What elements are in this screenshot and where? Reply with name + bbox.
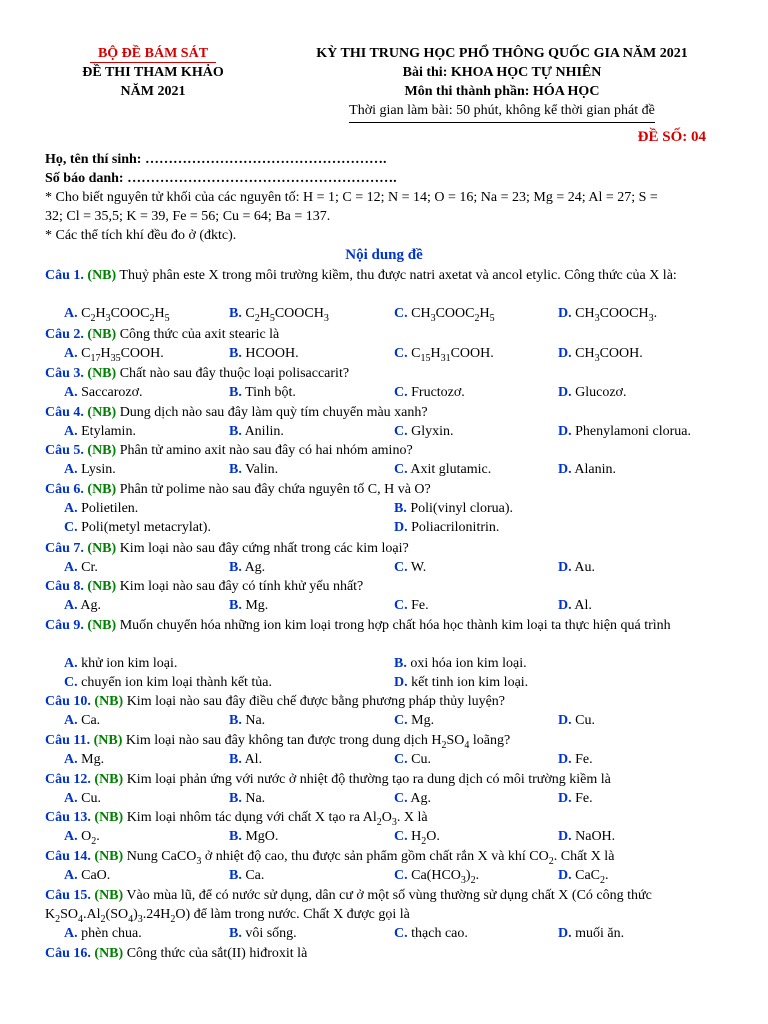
answer-option[interactable] xyxy=(394,460,491,479)
sbd-label: Số báo danh: xyxy=(45,171,124,186)
answer-option[interactable] xyxy=(64,499,138,518)
answer-option[interactable] xyxy=(558,596,592,615)
option-letter: A. xyxy=(64,829,78,844)
option-text: Mg. xyxy=(241,598,269,613)
option-letter: C. xyxy=(394,926,408,941)
exam-component: Môn thi thành phần: HÓA HỌC xyxy=(404,84,600,99)
option-letter: A. xyxy=(64,385,78,400)
option-text: chuyển ion kim loại thành kết tủa. xyxy=(77,675,273,690)
option-letter: A. xyxy=(64,791,78,806)
exam-time: Thời gian làm bài: 50 phút, không kể thời gian phát đề xyxy=(349,101,655,123)
option-letter: A. xyxy=(64,713,78,728)
option-text: Lysin. xyxy=(77,462,116,477)
brand-title: BỘ ĐỀ BÁM SÁT xyxy=(90,46,216,63)
exam-subject: Bài thi: KHOA HỌC TỰ NHIÊN xyxy=(402,65,602,80)
gas-volume-note: * Các thể tích khí đều đo ở (đktc). xyxy=(45,228,237,243)
option-letter: C. xyxy=(394,424,408,439)
option-text: Al. xyxy=(241,752,263,767)
option-letter: D. xyxy=(394,520,408,535)
exam-code: ĐỀ SỐ: 04 xyxy=(637,129,706,145)
option-letter: C. xyxy=(394,346,408,361)
question-level: (NB) xyxy=(90,772,124,787)
option-text: Phenylamoni clorua. xyxy=(571,424,691,439)
question-stem xyxy=(45,692,725,711)
option-letter: D. xyxy=(558,346,572,361)
question-number: Câu 1. xyxy=(45,268,84,283)
answer-option[interactable] xyxy=(229,344,299,363)
option-letter: C. xyxy=(394,752,408,767)
exam-title: KỲ THI TRUNG HỌC PHỔ THÔNG QUỐC GIA NĂM 2021 xyxy=(316,46,688,61)
option-letter: B. xyxy=(229,713,242,728)
answer-option[interactable] xyxy=(394,383,465,402)
option-letter: B. xyxy=(229,385,242,400)
option-letter: C. xyxy=(394,560,408,575)
option-text: Poliacrilonitrin. xyxy=(407,520,500,535)
option-text: $CH_3COOC_2H_5$ xyxy=(407,306,495,324)
option-letter: C. xyxy=(394,385,408,400)
answer-option[interactable] xyxy=(64,304,170,323)
sbd-line xyxy=(45,169,725,188)
question-text: Vào mùa lũ, để có nước sử dụng, dân cư ở một số vùng thường sử dụng chất X (Có công thức $K_2SO_4.Al_2(SO_4)_3.24H_2O$) để làm trong nước. Chất X được gọi là xyxy=(45,888,652,925)
question-text: Nung CaCO$_3$ ở nhiệt độ cao, thu được sản phẩm gồm chất rắn X và khí $CO_2$. Chất X là xyxy=(123,849,615,867)
option-letter: D. xyxy=(394,675,408,690)
option-letter: D. xyxy=(558,926,572,941)
option-letter: C. xyxy=(64,675,78,690)
question-stem xyxy=(45,731,725,750)
question-text: Muốn chuyển hóa những ion kim loại trong hợp chất hóa học thành kim loại ta thực hiện quá trình xyxy=(116,618,671,633)
answer-option[interactable] xyxy=(394,654,527,673)
answer-option[interactable] xyxy=(64,654,177,673)
answer-option[interactable] xyxy=(394,304,495,323)
option-text: W. xyxy=(407,560,427,575)
option-letter: B. xyxy=(229,424,242,439)
option-text: MgO. xyxy=(241,829,279,844)
option-letter: B. xyxy=(229,829,242,844)
option-letter: D. xyxy=(558,424,572,439)
question-stem xyxy=(45,441,725,460)
option-letter: A. xyxy=(64,868,78,883)
answer-option[interactable] xyxy=(394,827,440,846)
exam-header xyxy=(282,44,722,123)
question-stem xyxy=(45,325,725,344)
question-number: Câu 12. xyxy=(45,772,91,787)
answer-option[interactable] xyxy=(64,924,142,943)
answer-option[interactable] xyxy=(558,866,609,885)
answer-option[interactable] xyxy=(64,422,136,441)
option-letter: B. xyxy=(229,598,242,613)
answer-option[interactable] xyxy=(229,750,262,769)
question-stem xyxy=(45,480,725,499)
option-text: Valin. xyxy=(241,462,279,477)
option-text: Saccarozơ. xyxy=(77,385,143,400)
option-text: kết tinh ion kim loại. xyxy=(407,675,529,690)
question-text: Kim loại nào sau đây điều chế được bằng phương pháp thủy luyện? xyxy=(123,694,506,709)
answer-option[interactable] xyxy=(558,924,624,943)
name-dots: ……………………………………………. xyxy=(141,152,387,167)
answer-option[interactable] xyxy=(558,422,691,441)
option-text: muối ăn. xyxy=(571,926,625,941)
answer-option[interactable] xyxy=(229,596,268,615)
content-title: Nội dung đề xyxy=(345,247,423,263)
answer-option[interactable] xyxy=(394,499,513,518)
answer-option[interactable] xyxy=(394,673,528,692)
answer-option[interactable] xyxy=(64,866,110,885)
option-letter: D. xyxy=(558,306,572,321)
answer-option[interactable] xyxy=(229,304,329,323)
option-text: oxi hóa ion kim loại. xyxy=(406,656,527,671)
question-level: (NB) xyxy=(83,443,117,458)
answer-option[interactable] xyxy=(558,460,616,479)
option-text: Poli(vinyl clorua). xyxy=(406,501,513,516)
question-level: (NB) xyxy=(90,888,124,903)
question-number: Câu 16. xyxy=(45,946,91,961)
option-text: $CH_3COOH$. xyxy=(571,346,643,364)
option-letter: C. xyxy=(394,462,408,477)
option-letter: B. xyxy=(229,346,242,361)
option-text: Glucozơ. xyxy=(571,385,627,400)
answer-option[interactable] xyxy=(64,596,101,615)
option-text: Ag. xyxy=(407,791,431,806)
answer-option[interactable] xyxy=(229,558,265,577)
option-letter: C. xyxy=(394,791,408,806)
option-text: Poli(metyl metacrylat). xyxy=(77,520,211,535)
option-text: Tinh bột. xyxy=(241,385,296,400)
option-text: Glyxin. xyxy=(407,424,454,439)
answer-option[interactable] xyxy=(558,711,595,730)
option-text: Etylamin. xyxy=(77,424,136,439)
option-text: $C_2H_3COOC_2H_5$ xyxy=(77,306,170,324)
question-stem xyxy=(45,847,725,866)
option-letter: B. xyxy=(229,462,242,477)
answer-option[interactable] xyxy=(394,789,431,808)
option-letter: A. xyxy=(64,462,78,477)
question-level: (NB) xyxy=(90,733,123,748)
option-letter: B. xyxy=(229,306,242,321)
answer-option[interactable] xyxy=(558,789,593,808)
atomic-mass-note-1: * Cho biết nguyên tử khối của các nguyên tố: H = 1; C = 12; N = 14; O = 16; Na = 23; Mg = 24; Al = 27; S = xyxy=(45,190,658,205)
option-text: Fructozơ. xyxy=(407,385,465,400)
option-letter: B. xyxy=(229,791,242,806)
option-letter: A. xyxy=(64,306,78,321)
atomic-mass-note-2: 32; Cl = 35,5; K = 39, Fe = 56; Cu = 64; Ba = 137. xyxy=(45,209,331,224)
option-text: $O_2$. xyxy=(77,829,100,847)
option-text: Mg. xyxy=(407,713,435,728)
option-letter: D. xyxy=(558,560,572,575)
name-line xyxy=(45,150,725,169)
question-text: Công thức của axit stearic là xyxy=(116,327,280,342)
question-number: Câu 8. xyxy=(45,579,84,594)
answer-option[interactable] xyxy=(64,827,100,846)
option-letter: A. xyxy=(64,346,78,361)
answer-option[interactable] xyxy=(229,789,265,808)
option-text: Cu. xyxy=(77,791,101,806)
question-stem xyxy=(45,616,725,635)
option-letter: C. xyxy=(64,520,78,535)
answer-option[interactable] xyxy=(64,460,116,479)
option-letter: C. xyxy=(394,306,408,321)
answer-option[interactable] xyxy=(229,383,296,402)
exam-type: ĐỀ THI THAM KHẢO xyxy=(82,65,224,80)
question-level: (NB) xyxy=(83,268,117,283)
answer-option[interactable] xyxy=(229,827,278,846)
answer-option[interactable] xyxy=(558,344,643,363)
option-text: Cu. xyxy=(571,713,595,728)
answer-option[interactable] xyxy=(394,866,479,885)
question-text: Kim loại nhôm tác dụng với chất X tạo ra $Al_2O_3$. X là xyxy=(123,810,428,828)
option-text: Au. xyxy=(571,560,595,575)
question-level: (NB) xyxy=(83,366,117,381)
answer-option[interactable] xyxy=(64,673,272,692)
answer-option[interactable] xyxy=(558,304,657,323)
option-letter: B. xyxy=(229,926,242,941)
name-label: Họ, tên thí sinh: xyxy=(45,152,142,167)
option-text: thạch cao. xyxy=(407,926,468,941)
answer-option[interactable] xyxy=(558,750,593,769)
option-text: $C_{15}H_{31}COOH$. xyxy=(407,346,494,364)
question-level: (NB) xyxy=(83,618,117,633)
option-text: Mg. xyxy=(77,752,105,767)
answer-option[interactable] xyxy=(229,924,297,943)
option-text: $Ca(HCO_3)_2$. xyxy=(407,868,480,886)
question-number: Câu 13. xyxy=(45,810,91,825)
question-stem xyxy=(45,770,725,789)
option-text: CaC$_2$. xyxy=(571,868,609,886)
question-number: Câu 14. xyxy=(45,849,91,864)
question-text: Chất nào sau đây thuộc loại polisaccarit? xyxy=(116,366,350,381)
answer-option[interactable] xyxy=(229,422,284,441)
question-stem xyxy=(45,808,725,827)
question-number: Câu 7. xyxy=(45,541,84,556)
question-level: (NB) xyxy=(83,482,117,497)
option-text: $C_{17}H_{35}COOH$. xyxy=(77,346,164,364)
question-level: (NB) xyxy=(90,694,124,709)
answer-option[interactable] xyxy=(229,460,278,479)
option-letter: B. xyxy=(229,560,242,575)
question-text: Kim loại nào sau đây cứng nhất trong các kim loại? xyxy=(116,541,409,556)
answer-option[interactable] xyxy=(229,866,264,885)
answer-option[interactable] xyxy=(64,518,211,537)
option-letter: B. xyxy=(394,501,407,516)
option-letter: D. xyxy=(558,791,572,806)
option-letter: A. xyxy=(64,424,78,439)
answer-option[interactable] xyxy=(558,558,595,577)
question-number: Câu 15. xyxy=(45,888,91,903)
question-stem xyxy=(45,364,725,383)
option-text: $C_2H_5COOCH_3$ xyxy=(241,306,329,324)
question-text: Dung dịch nào sau đây làm quỳ tím chuyển màu xanh? xyxy=(116,405,428,420)
option-letter: D. xyxy=(558,868,572,883)
publisher-block xyxy=(58,44,248,101)
answer-option[interactable] xyxy=(394,558,426,577)
option-letter: D. xyxy=(558,598,572,613)
option-text: Ca. xyxy=(241,868,265,883)
option-letter: D. xyxy=(558,752,572,767)
option-letter: D. xyxy=(558,713,572,728)
question-text: Phân tử polime nào sau đây chứa nguyên tố C, H và O? xyxy=(116,482,431,497)
question-stem xyxy=(45,539,725,558)
option-letter: A. xyxy=(64,598,78,613)
exam-year: NĂM 2021 xyxy=(120,84,186,99)
option-text: vôi sống. xyxy=(241,926,297,941)
option-text: Ag. xyxy=(77,598,101,613)
option-letter: D. xyxy=(558,462,572,477)
option-letter: C. xyxy=(394,829,408,844)
question-number: Câu 2. xyxy=(45,327,84,342)
option-text: khử ion kim loại. xyxy=(77,656,178,671)
option-letter: A. xyxy=(64,752,78,767)
option-text: Ag. xyxy=(241,560,266,575)
option-text: Ca. xyxy=(77,713,101,728)
option-text: Fe. xyxy=(407,598,429,613)
option-text: Alanin. xyxy=(571,462,616,477)
option-letter: A. xyxy=(64,501,78,516)
option-text: Na. xyxy=(241,791,266,806)
option-letter: D. xyxy=(558,385,572,400)
answer-option[interactable] xyxy=(394,596,429,615)
question-level: (NB) xyxy=(83,579,117,594)
answer-option[interactable] xyxy=(394,750,431,769)
option-text: Fe. xyxy=(571,791,593,806)
answer-option[interactable] xyxy=(558,827,615,846)
question-number: Câu 11. xyxy=(45,733,91,748)
answer-option[interactable] xyxy=(394,344,494,363)
answer-option[interactable] xyxy=(64,750,104,769)
question-level: (NB) xyxy=(90,810,124,825)
question-text: Kim loại phản ứng với nước ở nhiệt độ thường tạo ra dung dịch có môi trường kiềm là xyxy=(123,772,611,787)
question-number: Câu 4. xyxy=(45,405,84,420)
option-text: $CH_3COOCH_3$. xyxy=(571,306,658,324)
option-text: CaO. xyxy=(77,868,111,883)
question-stem xyxy=(45,266,725,285)
answer-option[interactable] xyxy=(64,558,98,577)
option-letter: B. xyxy=(229,868,242,883)
option-text: NaOH. xyxy=(571,829,616,844)
option-text: Cu. xyxy=(407,752,431,767)
answer-option[interactable] xyxy=(394,518,499,537)
question-level: (NB) xyxy=(83,541,117,556)
answer-option[interactable] xyxy=(64,711,100,730)
question-stem xyxy=(45,944,725,963)
option-text: phèn chua. xyxy=(77,926,142,941)
question-number: Câu 9. xyxy=(45,618,84,633)
sbd-dots: …………………………………………………. xyxy=(123,171,397,186)
option-text: Cr. xyxy=(77,560,98,575)
answer-option[interactable] xyxy=(558,383,626,402)
option-text: HCOOH. xyxy=(241,346,299,361)
candidate-info xyxy=(45,150,725,245)
option-letter: C. xyxy=(394,713,408,728)
question-stem xyxy=(45,577,725,596)
option-text: Na. xyxy=(241,713,266,728)
question-text: Kim loại nào sau đây không tan được trong dung dịch $H_2SO_4$ loãng? xyxy=(122,733,511,751)
answer-option[interactable] xyxy=(394,422,454,441)
question-level: (NB) xyxy=(83,327,117,342)
option-letter: C. xyxy=(394,868,408,883)
option-letter: A. xyxy=(64,926,78,941)
option-letter: A. xyxy=(64,656,78,671)
answer-option[interactable] xyxy=(64,789,101,808)
option-text: Polietilen. xyxy=(77,501,139,516)
answer-option[interactable] xyxy=(64,344,164,363)
question-number: Câu 6. xyxy=(45,482,84,497)
question-number: Câu 10. xyxy=(45,694,91,709)
option-letter: B. xyxy=(394,656,407,671)
question-level: (NB) xyxy=(90,946,124,961)
question-number: Câu 5. xyxy=(45,443,84,458)
answer-option[interactable] xyxy=(229,711,265,730)
question-text: Kim loại nào sau đây có tính khử yếu nhất? xyxy=(116,579,364,594)
question-text: Công thức của sắt(II) hiđroxit là xyxy=(123,946,308,961)
option-text: Al. xyxy=(571,598,592,613)
option-text: Anilin. xyxy=(241,424,284,439)
option-letter: B. xyxy=(229,752,242,767)
question-text: Phân tử amino axit nào sau đây có hai nhóm amino? xyxy=(116,443,413,458)
answer-option[interactable] xyxy=(64,383,143,402)
question-stem xyxy=(45,403,725,422)
question-stem xyxy=(45,886,725,924)
option-text: Fe. xyxy=(571,752,593,767)
question-number: Câu 3. xyxy=(45,366,84,381)
answer-option[interactable] xyxy=(394,711,434,730)
question-text: Thuỷ phân este X trong môi trường kiềm, thu được natri axetat và ancol etylic. Công thức của X là: xyxy=(116,268,677,283)
answer-option[interactable] xyxy=(394,924,468,943)
option-letter: D. xyxy=(558,829,572,844)
option-letter: A. xyxy=(64,560,78,575)
question-level: (NB) xyxy=(83,405,117,420)
option-text: Axit glutamic. xyxy=(407,462,492,477)
question-level: (NB) xyxy=(90,849,124,864)
option-text: $H_2O$. xyxy=(407,829,440,847)
option-letter: C. xyxy=(394,598,408,613)
